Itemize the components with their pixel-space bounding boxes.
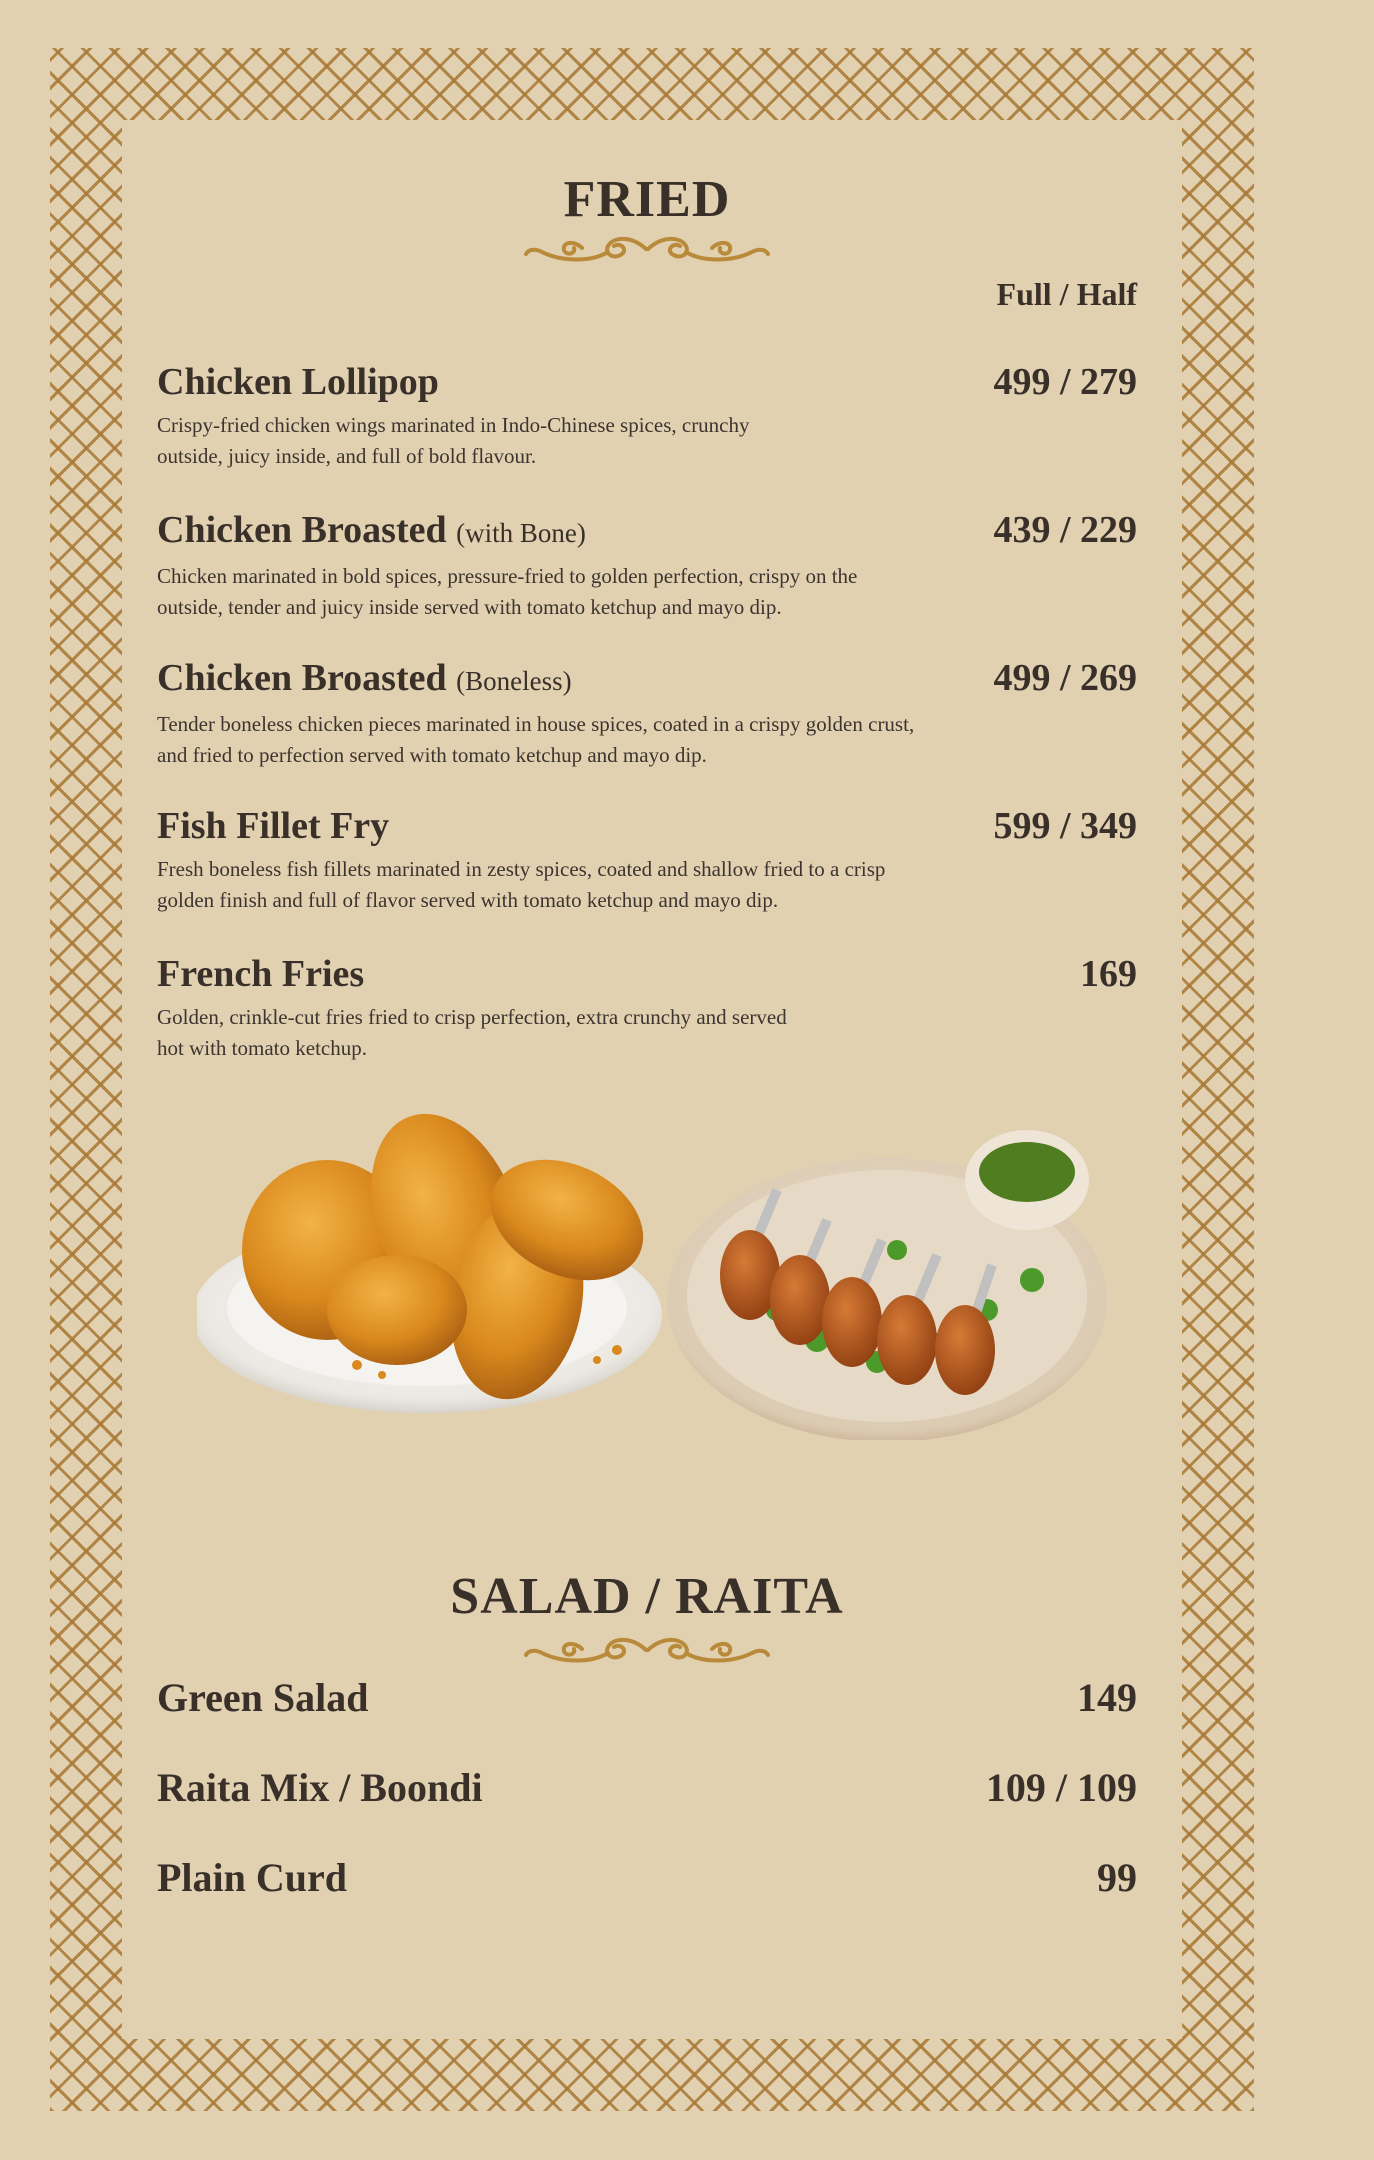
menu-item [157,360,1137,472]
item-name: Chicken Broasted [157,509,447,551]
item-price: 499 / 279 [993,361,1137,403]
menu-item [157,508,1137,623]
menu-item [157,1766,1137,1810]
menu-item [157,656,1137,771]
item-description: Tender boneless chicken pieces marinated in house spices, coated in a crispy golden crust, and fried to perfection served with tomato ketchup and mayo dip. [157,712,915,767]
item-description: Chicken marinated in bold spices, pressure-fried to golden perfection, crispy on the outside, tender and juicy inside served with tomato ketchup and mayo dip. [157,564,858,619]
fried-chicken-plate [197,1100,663,1413]
item-name: Fish Fillet Fry [157,805,390,847]
section-title-fried: FRIED [563,171,731,228]
item-description: Fresh boneless fish fillets marinated in zesty spices, coated and shallow fried to a crisp golden finish and full of flavor served with tomato ketchup and mayo dip. [157,857,886,912]
item-price: 439 / 229 [993,509,1137,551]
menu-page [157,0,1137,2160]
menu-item [157,1856,1137,1900]
item-name: Chicken Lollipop [157,361,439,403]
item-note: (Boneless) [456,666,572,696]
item-price: 109 / 109 [985,1765,1137,1810]
section-title-salad: SALAD / RAITA [450,1568,844,1625]
item-price: 149 [1077,1675,1137,1720]
menu-item [157,1676,1137,1720]
flourish-icon [522,232,772,266]
item-name: Chicken Broasted [157,657,447,699]
item-price: 99 [1097,1855,1137,1900]
item-name: Raita Mix / Boondi [157,1765,483,1810]
item-name: Plain Curd [157,1855,348,1900]
item-note: (with Bone) [456,518,586,548]
menu-item [157,952,1137,1064]
price-column-header: Full / Half [996,276,1137,312]
item-description: Crispy-fried chicken wings marinated in Indo-Chinese spices, crunchy outside, juicy inside, and full of bold flavour. [157,413,750,468]
chicken-lollipop-plate [667,1130,1107,1440]
item-name: Green Salad [157,1675,369,1720]
flourish-icon [522,1633,772,1667]
item-description: Golden, crinkle-cut fries fried to crisp perfection, extra crunchy and served hot with tomato ketchup. [157,1005,787,1060]
menu-item [157,804,1137,916]
item-price: 499 / 269 [993,657,1137,699]
item-price: 599 / 349 [993,805,1137,847]
item-name: French Fries [157,953,365,995]
item-price: 169 [1080,953,1137,995]
food-images [197,1100,1107,1440]
